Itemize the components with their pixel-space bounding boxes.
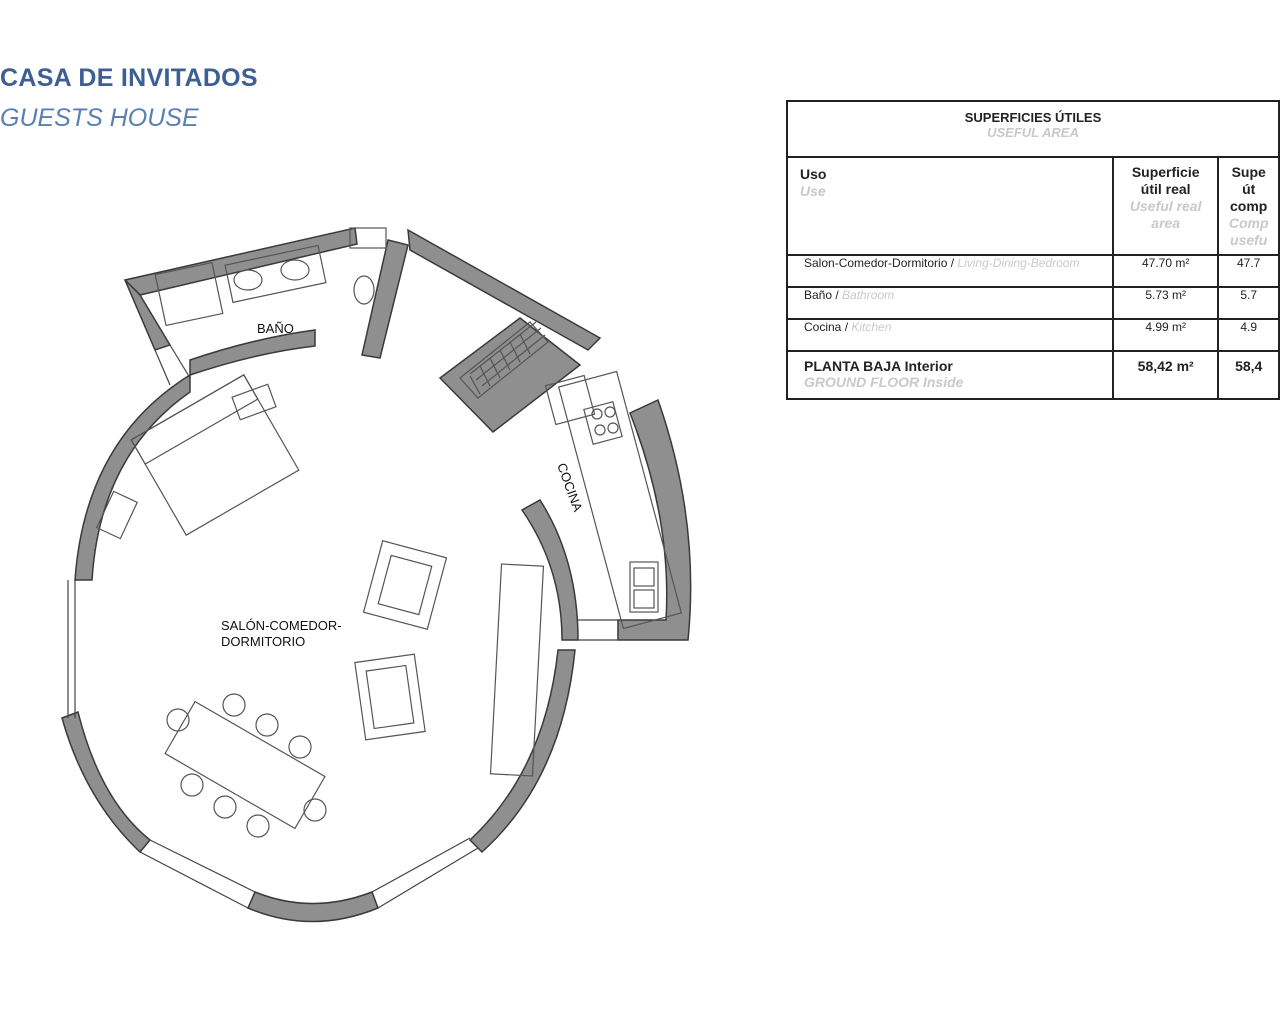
table-row: Cocina / Kitchen 4.99 m² 4.9 — [787, 319, 1279, 351]
page-subtitle: GUESTS HOUSE — [0, 104, 199, 132]
nightstand-top — [232, 384, 276, 420]
col-real-en-line1: Useful real — [1129, 198, 1202, 214]
col-comp-line2: út — [1242, 181, 1256, 197]
col-real-en-line2: area — [1151, 215, 1181, 231]
table-row: Salon-Comedor-Dormitorio / Living-Dining-Bedroom 47.70 m² 47.7 — [787, 255, 1279, 287]
kitchen-wall-divider — [522, 500, 578, 640]
col-comp-line3: comp — [1230, 198, 1268, 214]
kitchen-wall-block — [440, 318, 580, 432]
row-use: Salon-Comedor-Dormitorio — [804, 256, 948, 270]
total-real-area: 58,42 m² — [1137, 358, 1194, 374]
col-comp-en-line2: usefu — [1230, 232, 1268, 248]
row-use: Baño — [804, 288, 833, 302]
col-real-line1: Superficie — [1131, 164, 1200, 180]
table-title: SUPERFICIES ÚTILES — [964, 110, 1102, 125]
row-use-en: Bathroom — [842, 288, 895, 302]
row-use-en: Living-Dining-Bedroom — [957, 256, 1080, 270]
row-comp-area: 47.7 — [1218, 255, 1279, 287]
row-real-area: 47.70 m² — [1113, 255, 1218, 287]
bathroom-sink-right — [281, 260, 309, 280]
col-use: Uso — [800, 166, 827, 182]
salon-wall-left — [62, 712, 150, 852]
col-comp-line1: Supe — [1231, 164, 1266, 180]
bathroom-wall-bottom — [190, 330, 315, 375]
table-total-row — [787, 351, 1279, 399]
row-real-area: 4.99 m² — [1113, 319, 1218, 351]
areas-table — [786, 100, 1280, 400]
total-comp-area: 58,4 — [1235, 358, 1263, 374]
bathroom-sink-left — [234, 270, 262, 290]
armchair-top — [364, 541, 447, 630]
row-comp-area: 4.9 — [1218, 319, 1279, 351]
dining-table — [165, 694, 326, 837]
salon-wall-right-bottom — [470, 650, 575, 852]
col-real-line2: útil real — [1140, 181, 1191, 197]
row-use-en: Kitchen — [851, 320, 892, 334]
toilet — [354, 276, 374, 304]
room-label-salon-2: DORMITORIO — [221, 634, 306, 649]
cooktop — [584, 402, 622, 445]
row-comp-area: 5.7 — [1218, 287, 1279, 319]
armchair-bottom — [355, 654, 425, 740]
room-label-bano: BAÑO — [257, 321, 294, 336]
total-label: PLANTA BAJA Interior — [804, 358, 953, 374]
row-use: Cocina — [804, 320, 842, 334]
total-label-en: GROUND FLOOR Inside — [804, 374, 964, 390]
floor-plan — [0, 170, 720, 950]
salon-wall-upper-left — [75, 375, 190, 580]
table-title-en: USEFUL AREA — [987, 125, 1079, 140]
table-row: Baño / Bathroom 5.73 m² 5.7 — [787, 287, 1279, 319]
room-label-cocina: COCINA — [554, 460, 586, 514]
salon-wall-bottom — [248, 892, 378, 922]
page-title: CASA DE INVITADOS — [0, 64, 258, 92]
col-comp-en-line1: Comp — [1228, 215, 1269, 231]
room-label-salon-1: SALÓN-COMEDOR- — [221, 618, 342, 633]
col-use-en: Use — [800, 183, 826, 199]
bathroom-wall-right — [362, 240, 408, 358]
row-real-area: 5.73 m² — [1113, 287, 1218, 319]
